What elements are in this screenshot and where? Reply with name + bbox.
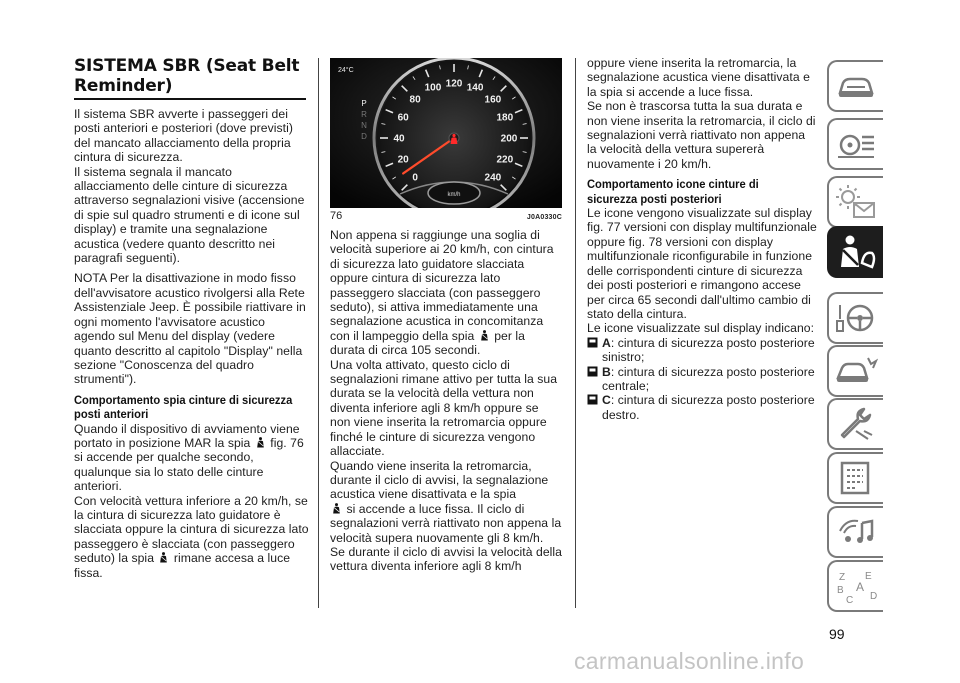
tab-emergency[interactable] [827, 345, 883, 397]
paragraph: si accende a luce fissa. Il ciclo di segnalazioni verrà riattivato non appena la velocità supera nuovamente gli 8 km/h. [330, 501, 562, 545]
paragraph: Le icone vengono visualizzate sul display fig. 77 versioni con display multifunzionale oppure fig. 78 versioni con display multifunzionale riconfigurabile in funzione delle corrispondenti cinture di sicurezza dei posti posteriori e rimangono accese per circa 65 secondi dall'ultimo cambio di stato della cintura. [587, 206, 817, 321]
gear-indicator: N [361, 121, 367, 130]
speed-label: 200 [500, 133, 518, 145]
subheading: Comportamento icone cinture di sicurezza posti posteriori [587, 177, 759, 206]
speed-label: 0 [412, 172, 418, 184]
speed-label: 160 [484, 94, 502, 106]
title-underline [74, 98, 306, 100]
paragraph: Quando il dispositivo di avviamento viene portato in posizione MAR la spia fig. 76 si accende per qualche secondo, qualunque sia lo stato delle cinture anteriori. [74, 421, 304, 494]
svg-text:D: D [870, 591, 878, 602]
section-title: SISTEMA SBR (Seat Belt Reminder) [74, 56, 300, 96]
seatbelt-warning-icon [256, 437, 265, 448]
tab-index[interactable] [827, 560, 883, 612]
gear-indicator: D [361, 132, 367, 141]
column-divider [318, 58, 319, 608]
paragraph: Quando viene inserita la retromarcia, durante il ciclo di avvisi, la segnalazione acustica viene disattivata e la spia [330, 458, 549, 502]
paragraph: Non appena si raggiunge una soglia di velocità superiore ai 20 km/h, con cintura di sicurezza lato guidatore slacciata oppure cintura di sicurezza lato passeggero slacciata (con passeggero seduto), si attiva immediatamente una segnalazione acustica in concomitanza con il lampeggio della spia per la durata di circa 105 secondi. [330, 228, 554, 358]
page-number: 99 [829, 626, 845, 642]
column-right [587, 56, 817, 422]
seatbelt-warning-icon [480, 330, 489, 341]
speed-unit-label: km/h [447, 192, 461, 198]
speed-label: 140 [466, 82, 484, 94]
seatbelt-warning-icon [332, 503, 341, 514]
speed-label: 40 [393, 133, 405, 145]
rear-seat-icon [587, 337, 598, 348]
tab-multimedia[interactable] [827, 506, 883, 558]
subheading: Comportamento spia cinture di sicurezza posti anteriori [74, 392, 293, 422]
car-interior-icon [834, 125, 878, 163]
spec-sheet-icon [834, 459, 878, 497]
wrench-icon [834, 405, 878, 443]
car-front-icon [834, 67, 878, 105]
speed-label: 120 [445, 78, 463, 90]
note-paragraph: NOTA Per la disattivazione in modo fisso dell'avvisatore acustico rivolgersi alla Rete Assistenziale Jeep. È possibile riattivare in ogni momento l'avvisatore acustico agendo sul Menu del display (vedere quanto descritto al capitolo "Display" nella sezione "Conoscenza del quadro strumenti"). [74, 271, 306, 387]
column-divider [575, 58, 576, 608]
svg-text:E: E [865, 571, 872, 582]
svg-text:Z: Z [839, 572, 846, 583]
rear-seat-icon [587, 394, 598, 405]
figure-code: J0A0330C [526, 214, 562, 221]
paragraph: Il sistema SBR avverte i passeggeri dei posti anteriori e posteriori (dove previsti) del mancato allacciamento della propria cintura di sicurezza. [74, 107, 293, 165]
alphabetical-index-icon [834, 567, 878, 605]
rear-seat-icon [587, 366, 598, 377]
column-middle [330, 58, 562, 574]
paragraph: Se non è trascorsa tutta la sua durata e non viene inserita la retromarcia, il ciclo di segnalazioni verrà riattivato non appena la velocità della vettura supererà nuovamente i 20 km/h. [587, 99, 816, 171]
tab-starting-driving[interactable] [827, 292, 883, 344]
tab-warning-lights[interactable] [827, 176, 883, 228]
speed-label: 20 [397, 154, 409, 166]
paragraph: Se durante il ciclo di avvisi la velocità della vettura diventa inferiore agli 8 km/h [330, 544, 562, 574]
svg-text:B: B [837, 585, 844, 596]
steering-wheel-icon [834, 299, 878, 337]
car-crash-icon [834, 352, 878, 390]
figure-number: 76 [330, 210, 343, 222]
paragraph: oppure viene inserita la retromarcia, la segnalazione acustica viene disattivata e la spia si accende a luce fissa. [587, 56, 810, 99]
tab-car-front[interactable] [827, 60, 883, 112]
tab-safety[interactable] [827, 226, 883, 278]
figure-caption [330, 210, 562, 222]
speed-label: 60 [397, 112, 409, 124]
seatbelt-airbag-icon [834, 233, 878, 271]
rear-seat-item-c: C: cintura di sicurezza posto posteriore destro. [587, 393, 817, 422]
seatbelt-warning-icon [159, 552, 168, 563]
paragraph: Una volta attivato, questo ciclo di segnalazioni rimane attivo per tutta la sua durata se la velocità della vettura non diventa inferiore agli 8 km/h oppure se non viene inserita la retromarcia oppure finché le cinture di sicurezza vengono allacciate. [330, 357, 558, 459]
outside-temperature: 24°C [338, 67, 354, 74]
tab-technical-data[interactable] [827, 452, 883, 504]
instrument-cluster-figure [330, 58, 562, 208]
paragraph: Il sistema segnala il mancato allacciamento delle cinture di sicurezza attraverso segnalazioni visive (accensione di spie sul quadro strumenti e di icone sul display) e tramite una segnalazione acustica (vedere quanto descritto nei paragrafi seguenti). [74, 164, 305, 266]
speed-label: 240 [484, 172, 502, 184]
tab-car-interior[interactable] [827, 118, 883, 170]
svg-text:C: C [846, 595, 854, 605]
watermark: carmanualsonline.info [574, 648, 805, 674]
paragraph: Con velocità vettura inferiore a 20 km/h, se la cintura di sicurezza lato guidatore è slacciata oppure la cintura di sicurezza lato passeggero è slacciata (con passeggero seduto) la spia rimane accesa a luce fissa. [74, 493, 309, 580]
speed-label: 220 [496, 154, 514, 166]
rear-seat-item-a: A: cintura di sicurezza posto posteriore sinistro; [587, 336, 817, 365]
svg-text:A: A [856, 580, 865, 594]
gear-indicator: P [361, 99, 367, 108]
speedometer-illustration [330, 58, 562, 208]
rear-seat-item-b: B: cintura di sicurezza posto posteriore centrale; [587, 365, 817, 394]
speed-label: 180 [496, 112, 514, 124]
column-left [74, 56, 309, 580]
warning-lights-icon [834, 183, 878, 221]
tab-maintenance[interactable] [827, 398, 883, 450]
speed-label: 80 [409, 94, 421, 106]
speed-label: 100 [424, 82, 442, 94]
multimedia-icon [834, 513, 878, 551]
gear-indicator: R [361, 110, 367, 119]
paragraph: Le icone visualizzate sul display indicano: [587, 321, 815, 336]
